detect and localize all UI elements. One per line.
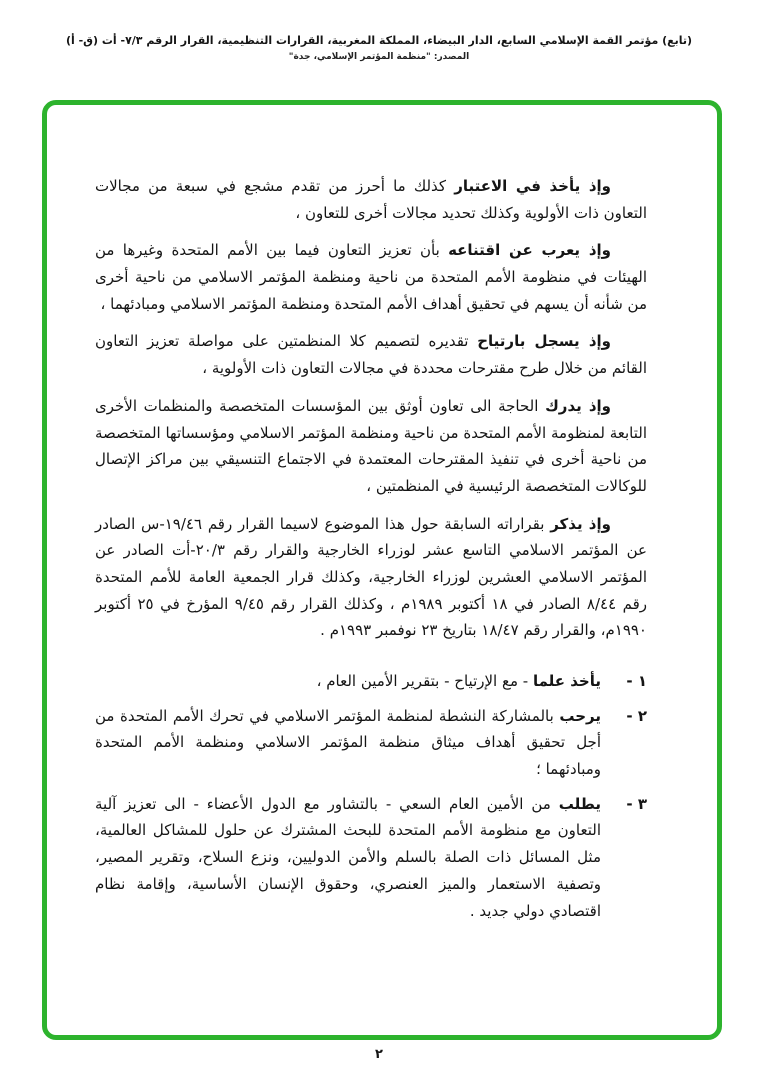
paragraph — [95, 328, 647, 381]
paragraph-lead: وإذ يسجل بارتياح — [477, 332, 611, 351]
numbered-list — [95, 668, 647, 924]
paragraph — [95, 237, 647, 317]
paragraph — [95, 173, 647, 226]
item-lead: يأخذ علما — [532, 672, 601, 690]
paragraph-text: كذلك ما أحرز من تقدم مشجع في سبعة من مجالات التعاون ذات الأولوية وكذلك تحديد مجالات أخرى للتعاون ، — [95, 177, 647, 222]
item-number: ١ - — [626, 672, 647, 690]
paragraph — [95, 511, 647, 644]
paragraph-text: تقديره لتصميم كلا المنظمتين على مواصلة تعزيز التعاون القائم من خلال طرح مقترحات محددة في مجالات التعاون ذات الأولوية ، — [95, 332, 647, 378]
list-item — [95, 668, 647, 695]
paragraph-lead: وإذ يأخذ في الاعتبار — [454, 177, 611, 195]
paragraph — [95, 393, 647, 500]
paragraph-text: الحاجة الى تعاون أوثق بين المؤسسات المتخصصة والمنظمات الأخرى التابعة لمنظومة الأمم المتحدة من ناحية ومنظمة المؤتمر الاسلامي ومؤسساتها المتخصصة من ناحية أخرى في تنفيذ المقترحات المعتمدة في الاجتماع التنسيقي بين مراكز الإتصال للوكالات المتخصصة الرئيسية في المنظمتين ، — [95, 396, 647, 495]
list-item — [95, 791, 647, 924]
item-body — [95, 668, 601, 695]
paragraph-text: بأن تعزيز التعاون فيما بين الأمم المتحدة وغيرها من الهيئات في منظومة الأمم المتحدة من ناحية ومنظمة المؤتمر الاسلامي من ناحية أخرى من شأنه أن يسهم في تحقيق أهداف الأمم المتحدة ومنظمة المؤتمر الاسلامي ومبادئهما ، — [95, 241, 647, 313]
list-item — [95, 703, 647, 783]
item-body — [95, 791, 601, 924]
item-number: ٢ - — [626, 706, 647, 725]
item-lead: يطلب — [558, 794, 601, 813]
header-source: المصدر: "منظمة المؤتمر الإسلامي، جدة" — [288, 51, 470, 62]
item-body — [95, 703, 601, 783]
paragraph-lead: وإذ يدرك — [545, 396, 611, 415]
document-header — [0, 0, 758, 62]
paragraph-text: بقراراته السابقة حول هذا الموضوع لاسيما القرار رقم ١٩/٤٦-س الصادر عن المؤتمر الاسلامي التاسع عشر لوزراء الخارجية والقرار رقم ٢٠/٣-أت الصادر عن المؤتمر الاسلامي العشرين لوزراء الخارجية، وكذلك قرار الجمعية العامة للأمم المتحدة رقم ٨/٤٤ الصادر في ١٨ أكتوبر ١٩٨٩م ، وكذلك القرار رقم ٩/٤٥ المؤرخ في ٢٥ أكتوبر ١٩٩٠م، والقرار رقم ١٨/٤٧ بتاريخ ٢٣ نوفمبر ١٩٩٣م . — [95, 514, 648, 640]
item-text: - مع الإرتياح - بتقرير الأمين العام ، — [316, 672, 529, 690]
document-body — [47, 105, 717, 924]
paragraph-lead: وإذ يعرب عن اقتناعه — [448, 241, 611, 260]
green-border-frame — [42, 100, 722, 1040]
item-number: ٣ - — [626, 794, 647, 813]
item-text: بالمشاركة النشطة لمنظمة المؤتمر الاسلامي في تحرك الأمم المتحدة من أجل تحقيق أهداف ميثاق منظمة المؤتمر الاسلامي ومنظمة الأمم المتحدة ومبادئهما ؛ — [95, 706, 601, 779]
header-title: (تابع) مؤتمر القمة الإسلامي السابع، الدار البيضاء، المملكة المغربية، القرارات التنظيمية، القرار الرقم ٧/٣- أت (ق- أ) — [65, 34, 693, 47]
item-text: من الأمين العام السعي - بالتشاور مع الدول الأعضاء - الى تعزيز آلية التعاون مع منظومة الأمم المتحدة للبحث المشترك عن حلول للمشاكل العالمية، مثل المسائل ذات الصلة بالسلم والأمن الدوليين، ونزع السلاح، وتقرير المصير، وتصفية الاستعمار والميز العنصري، وحقوق الإنسان الأساسية، وإقامة نظام اقتصادي دولي جديد . — [95, 794, 601, 920]
page-number: ٢ — [375, 1047, 383, 1062]
paragraph-lead: وإذ يذكر — [550, 514, 611, 533]
item-lead: يرحب — [559, 706, 601, 725]
